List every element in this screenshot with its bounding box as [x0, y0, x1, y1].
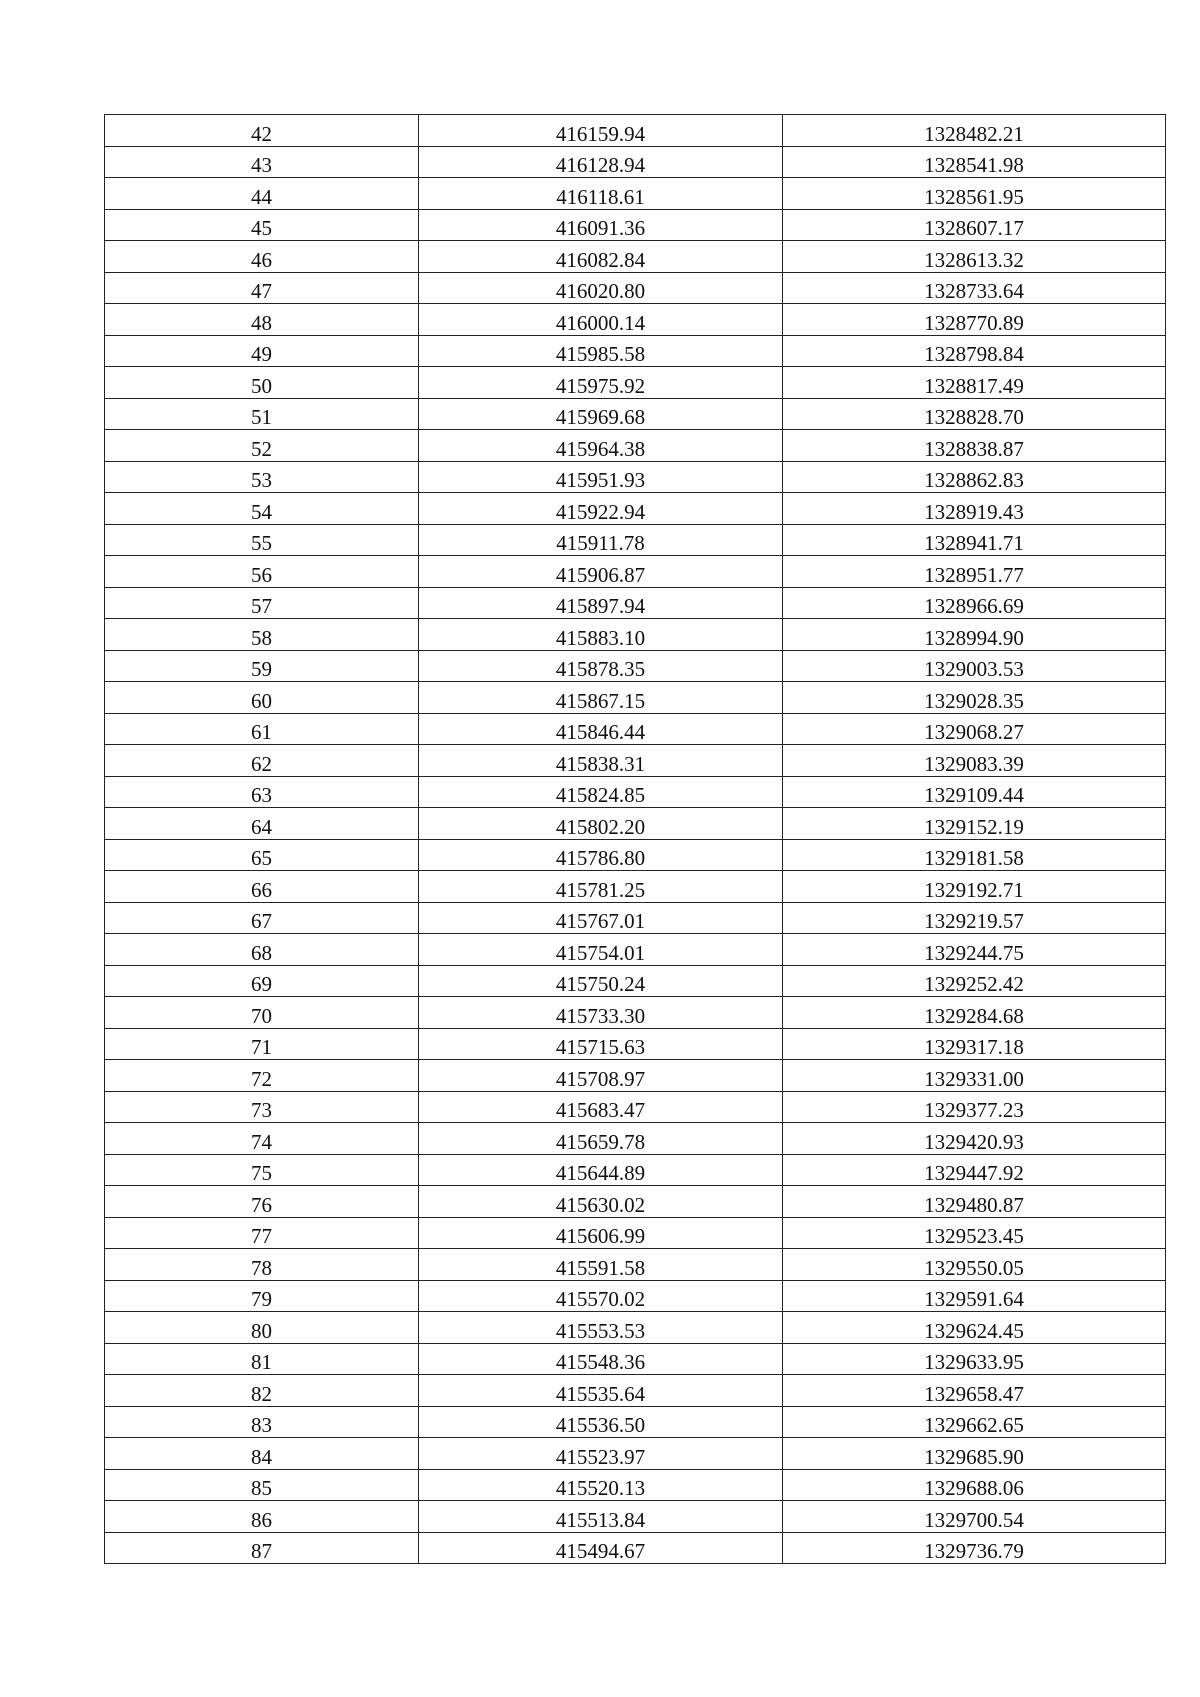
y-coordinate-cell: 1328828.70	[783, 398, 1166, 430]
table-row	[105, 1060, 1166, 1092]
point-number-cell: 46	[105, 241, 419, 273]
x-coordinate-cell: 416082.84	[419, 241, 783, 273]
point-number-cell: 48	[105, 304, 419, 336]
point-number-cell: 67	[105, 902, 419, 934]
y-coordinate-cell: 1328482.21	[783, 115, 1166, 147]
x-coordinate-cell: 415548.36	[419, 1343, 783, 1375]
y-coordinate-cell: 1329624.45	[783, 1312, 1166, 1344]
y-coordinate-cell: 1328941.71	[783, 524, 1166, 556]
table-row	[105, 556, 1166, 588]
y-coordinate-cell: 1328733.64	[783, 272, 1166, 304]
table-row	[105, 1091, 1166, 1123]
table-row	[105, 1375, 1166, 1407]
x-coordinate-cell: 415906.87	[419, 556, 783, 588]
y-coordinate-cell: 1329658.47	[783, 1375, 1166, 1407]
point-number-cell: 80	[105, 1312, 419, 1344]
y-coordinate-cell: 1329591.64	[783, 1280, 1166, 1312]
x-coordinate-cell: 415733.30	[419, 997, 783, 1029]
x-coordinate-cell: 415975.92	[419, 367, 783, 399]
table-row	[105, 902, 1166, 934]
table-row	[105, 1406, 1166, 1438]
y-coordinate-cell: 1329480.87	[783, 1186, 1166, 1218]
point-number-cell: 65	[105, 839, 419, 871]
point-number-cell: 69	[105, 965, 419, 997]
y-coordinate-cell: 1328951.77	[783, 556, 1166, 588]
y-coordinate-cell: 1329068.27	[783, 713, 1166, 745]
x-coordinate-cell: 415683.47	[419, 1091, 783, 1123]
y-coordinate-cell: 1329083.39	[783, 745, 1166, 777]
table-row	[105, 1532, 1166, 1564]
point-number-cell: 44	[105, 178, 419, 210]
x-coordinate-cell: 415802.20	[419, 808, 783, 840]
x-coordinate-cell: 415911.78	[419, 524, 783, 556]
y-coordinate-cell: 1329284.68	[783, 997, 1166, 1029]
coordinate-table	[104, 114, 1166, 1564]
table-row	[105, 871, 1166, 903]
x-coordinate-cell: 415535.64	[419, 1375, 783, 1407]
x-coordinate-cell: 415867.15	[419, 682, 783, 714]
table-row	[105, 839, 1166, 871]
table-row	[105, 335, 1166, 367]
x-coordinate-cell: 415846.44	[419, 713, 783, 745]
point-number-cell: 70	[105, 997, 419, 1029]
y-coordinate-cell: 1329523.45	[783, 1217, 1166, 1249]
table-row	[105, 1469, 1166, 1501]
table-row	[105, 776, 1166, 808]
table-row	[105, 241, 1166, 273]
point-number-cell: 52	[105, 430, 419, 462]
point-number-cell: 57	[105, 587, 419, 619]
table-row	[105, 650, 1166, 682]
point-number-cell: 58	[105, 619, 419, 651]
point-number-cell: 47	[105, 272, 419, 304]
y-coordinate-cell: 1328770.89	[783, 304, 1166, 336]
table-row	[105, 178, 1166, 210]
point-number-cell: 79	[105, 1280, 419, 1312]
point-number-cell: 45	[105, 209, 419, 241]
y-coordinate-cell: 1329003.53	[783, 650, 1166, 682]
y-coordinate-cell: 1328561.95	[783, 178, 1166, 210]
point-number-cell: 61	[105, 713, 419, 745]
table-row	[105, 1028, 1166, 1060]
table-row	[105, 997, 1166, 1029]
y-coordinate-cell: 1328613.32	[783, 241, 1166, 273]
y-coordinate-cell: 1329219.57	[783, 902, 1166, 934]
x-coordinate-cell: 415591.58	[419, 1249, 783, 1281]
point-number-cell: 56	[105, 556, 419, 588]
point-number-cell: 63	[105, 776, 419, 808]
table-row	[105, 398, 1166, 430]
x-coordinate-cell: 415964.38	[419, 430, 783, 462]
point-number-cell: 68	[105, 934, 419, 966]
x-coordinate-cell: 415767.01	[419, 902, 783, 934]
point-number-cell: 54	[105, 493, 419, 525]
table-row	[105, 1312, 1166, 1344]
point-number-cell: 86	[105, 1501, 419, 1533]
point-number-cell: 64	[105, 808, 419, 840]
point-number-cell: 73	[105, 1091, 419, 1123]
table-row	[105, 1217, 1166, 1249]
point-number-cell: 78	[105, 1249, 419, 1281]
x-coordinate-cell: 415878.35	[419, 650, 783, 682]
point-number-cell: 42	[105, 115, 419, 147]
x-coordinate-cell: 416118.61	[419, 178, 783, 210]
point-number-cell: 55	[105, 524, 419, 556]
table-row	[105, 209, 1166, 241]
y-coordinate-cell: 1329109.44	[783, 776, 1166, 808]
x-coordinate-cell: 415644.89	[419, 1154, 783, 1186]
x-coordinate-cell: 415536.50	[419, 1406, 783, 1438]
table-row	[105, 1154, 1166, 1186]
table-row	[105, 713, 1166, 745]
point-number-cell: 87	[105, 1532, 419, 1564]
point-number-cell: 50	[105, 367, 419, 399]
table-row	[105, 272, 1166, 304]
table-row	[105, 304, 1166, 336]
table-row	[105, 1186, 1166, 1218]
y-coordinate-cell: 1328817.49	[783, 367, 1166, 399]
table-row	[105, 682, 1166, 714]
x-coordinate-cell: 415824.85	[419, 776, 783, 808]
y-coordinate-cell: 1328994.90	[783, 619, 1166, 651]
table-row	[105, 965, 1166, 997]
x-coordinate-cell: 415897.94	[419, 587, 783, 619]
point-number-cell: 84	[105, 1438, 419, 1470]
x-coordinate-cell: 415754.01	[419, 934, 783, 966]
y-coordinate-cell: 1329736.79	[783, 1532, 1166, 1564]
point-number-cell: 81	[105, 1343, 419, 1375]
point-number-cell: 60	[105, 682, 419, 714]
point-number-cell: 49	[105, 335, 419, 367]
table-row	[105, 1438, 1166, 1470]
table-row	[105, 461, 1166, 493]
x-coordinate-cell: 415781.25	[419, 871, 783, 903]
table-row	[105, 1280, 1166, 1312]
point-number-cell: 51	[105, 398, 419, 430]
y-coordinate-cell: 1329181.58	[783, 839, 1166, 871]
table-row	[105, 115, 1166, 147]
y-coordinate-cell: 1328541.98	[783, 146, 1166, 178]
y-coordinate-cell: 1329420.93	[783, 1123, 1166, 1155]
table-row	[105, 1343, 1166, 1375]
y-coordinate-cell: 1328966.69	[783, 587, 1166, 619]
y-coordinate-cell: 1329377.23	[783, 1091, 1166, 1123]
point-number-cell: 83	[105, 1406, 419, 1438]
x-coordinate-cell: 415715.63	[419, 1028, 783, 1060]
x-coordinate-cell: 415750.24	[419, 965, 783, 997]
point-number-cell: 85	[105, 1469, 419, 1501]
y-coordinate-cell: 1329192.71	[783, 871, 1166, 903]
x-coordinate-cell: 416000.14	[419, 304, 783, 336]
y-coordinate-cell: 1329252.42	[783, 965, 1166, 997]
y-coordinate-cell: 1329331.00	[783, 1060, 1166, 1092]
point-number-cell: 71	[105, 1028, 419, 1060]
x-coordinate-cell: 415523.97	[419, 1438, 783, 1470]
x-coordinate-cell: 416128.94	[419, 146, 783, 178]
y-coordinate-cell: 1329550.05	[783, 1249, 1166, 1281]
point-number-cell: 75	[105, 1154, 419, 1186]
x-coordinate-cell: 415708.97	[419, 1060, 783, 1092]
table-row	[105, 587, 1166, 619]
x-coordinate-cell: 415969.68	[419, 398, 783, 430]
x-coordinate-cell: 415883.10	[419, 619, 783, 651]
point-number-cell: 59	[105, 650, 419, 682]
x-coordinate-cell: 415606.99	[419, 1217, 783, 1249]
point-number-cell: 77	[105, 1217, 419, 1249]
x-coordinate-cell: 415786.80	[419, 839, 783, 871]
x-coordinate-cell: 415659.78	[419, 1123, 783, 1155]
x-coordinate-cell: 415951.93	[419, 461, 783, 493]
y-coordinate-cell: 1329244.75	[783, 934, 1166, 966]
x-coordinate-cell: 415630.02	[419, 1186, 783, 1218]
table-row	[105, 367, 1166, 399]
table-row	[105, 524, 1166, 556]
x-coordinate-cell: 416020.80	[419, 272, 783, 304]
point-number-cell: 53	[105, 461, 419, 493]
table-row	[105, 619, 1166, 651]
point-number-cell: 74	[105, 1123, 419, 1155]
y-coordinate-cell: 1329317.18	[783, 1028, 1166, 1060]
table-row	[105, 1123, 1166, 1155]
table-row	[105, 745, 1166, 777]
y-coordinate-cell: 1329633.95	[783, 1343, 1166, 1375]
y-coordinate-cell: 1329700.54	[783, 1501, 1166, 1533]
point-number-cell: 66	[105, 871, 419, 903]
x-coordinate-cell: 415553.53	[419, 1312, 783, 1344]
coordinate-table-body	[105, 115, 1166, 1564]
table-row	[105, 146, 1166, 178]
x-coordinate-cell: 415570.02	[419, 1280, 783, 1312]
x-coordinate-cell: 415494.67	[419, 1532, 783, 1564]
x-coordinate-cell: 415513.84	[419, 1501, 783, 1533]
table-row	[105, 934, 1166, 966]
y-coordinate-cell: 1329447.92	[783, 1154, 1166, 1186]
x-coordinate-cell: 416159.94	[419, 115, 783, 147]
point-number-cell: 72	[105, 1060, 419, 1092]
x-coordinate-cell: 416091.36	[419, 209, 783, 241]
y-coordinate-cell: 1328862.83	[783, 461, 1166, 493]
x-coordinate-cell: 415520.13	[419, 1469, 783, 1501]
y-coordinate-cell: 1329662.65	[783, 1406, 1166, 1438]
y-coordinate-cell: 1328607.17	[783, 209, 1166, 241]
y-coordinate-cell: 1328919.43	[783, 493, 1166, 525]
y-coordinate-cell: 1329688.06	[783, 1469, 1166, 1501]
point-number-cell: 82	[105, 1375, 419, 1407]
table-row	[105, 1501, 1166, 1533]
point-number-cell: 43	[105, 146, 419, 178]
x-coordinate-cell: 415922.94	[419, 493, 783, 525]
point-number-cell: 62	[105, 745, 419, 777]
y-coordinate-cell: 1328798.84	[783, 335, 1166, 367]
point-number-cell: 76	[105, 1186, 419, 1218]
y-coordinate-cell: 1329685.90	[783, 1438, 1166, 1470]
y-coordinate-cell: 1328838.87	[783, 430, 1166, 462]
table-row	[105, 1249, 1166, 1281]
y-coordinate-cell: 1329028.35	[783, 682, 1166, 714]
table-row	[105, 493, 1166, 525]
y-coordinate-cell: 1329152.19	[783, 808, 1166, 840]
x-coordinate-cell: 415985.58	[419, 335, 783, 367]
table-row	[105, 430, 1166, 462]
table-row	[105, 808, 1166, 840]
x-coordinate-cell: 415838.31	[419, 745, 783, 777]
